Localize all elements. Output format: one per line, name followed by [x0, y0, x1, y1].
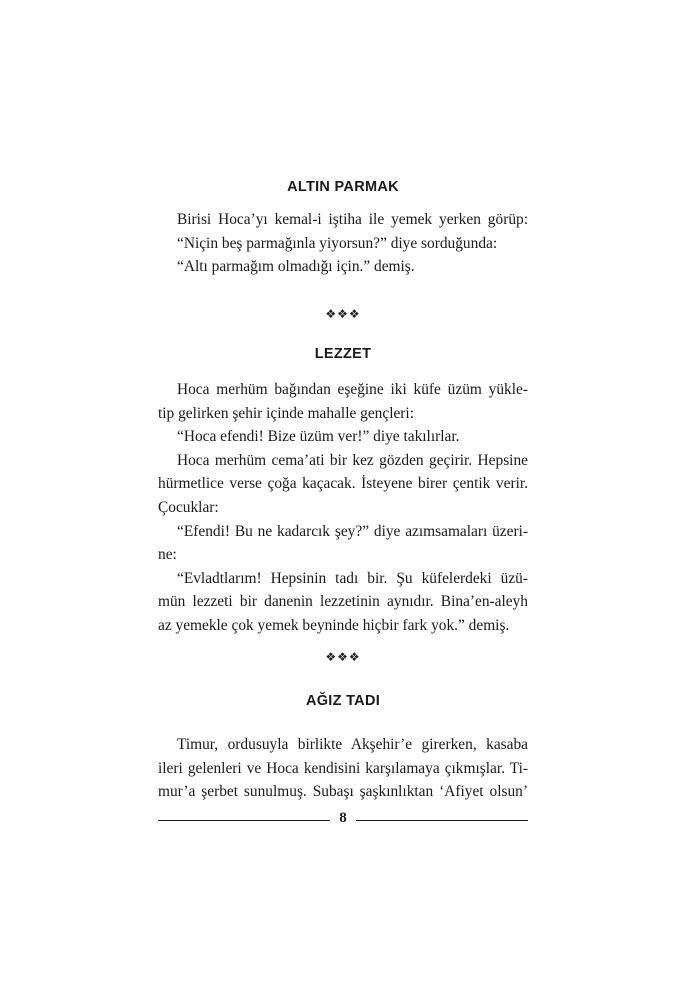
text-line: “Hoca efendi! Bize üzüm ver!” diye takılırlar. — [177, 428, 460, 446]
text-line: mur’a şerbet sunulmuş. Subaşı şaşkınlıktan ‘Afiyet olsun’ — [158, 783, 528, 801]
text-line: “Altı parmağım olmadığı için.” demiş. — [177, 258, 415, 276]
section-body-lezzet — [158, 378, 528, 638]
text-line: az yemekle çok yemek beyninde hiçbir fark yok.” demiş. — [158, 616, 510, 634]
text-line: “Evladtlarım! Hepsinin tadı bir. Şu küfelerdeki üzü- — [177, 569, 528, 587]
text-line: Çocuklar: — [158, 498, 219, 516]
section-divider-ornament: ❖❖❖ — [325, 307, 361, 321]
text-line: ileri gelenleri ve Hoca kendisini karşılamaya çıkmışlar. Ti- — [158, 759, 528, 777]
section-title-agiz-tadi: AĞIZ TADI — [305, 693, 381, 709]
book-page — [158, 0, 528, 1000]
text-line: tip gelirken şehir içinde mahalle gençleri: — [158, 404, 414, 422]
page-number: 8 — [339, 810, 347, 826]
section-title-altin-parmak: ALTIN PARMAK — [287, 179, 399, 195]
footer-rule-right — [356, 820, 528, 821]
footer-rule-left — [158, 820, 330, 821]
section-title-lezzet: LEZZET — [314, 346, 372, 362]
text-line: “Efendi! Bu ne kadarcık şey?” diye azımsamaları üzeri- — [177, 522, 528, 540]
text-line: “Niçin beş parmağınla yiyorsun?” diye sorduğunda: — [177, 234, 498, 252]
section-divider-ornament: ❖❖❖ — [325, 650, 361, 664]
text-line: Hoca merhüm bağından eşeğine iki küfe üzüm yükle- — [177, 381, 528, 398]
text-line: mün lezzeti bir danenin lezzetinin aynıdır. Bina’en-aleyh — [158, 593, 528, 611]
section-body-agiz-tadi — [158, 733, 528, 804]
text-line: Birisi Hoca’yı kemal-i iştiha ile yemek yerken görüp: — [177, 211, 528, 228]
section-body-altin-parmak — [158, 208, 528, 279]
text-line: ne: — [158, 546, 177, 564]
text-line: Hoca merhüm cema’ati bir kez gözden geçirir. Hepsine — [177, 451, 528, 469]
text-line: Timur, ordusuyla birlikte Akşehir’e girerken, kasaba — [177, 736, 528, 753]
text-line: hürmetlice verse çoğa kaçacak. İsteyene birer çentik verir. — [158, 475, 528, 493]
